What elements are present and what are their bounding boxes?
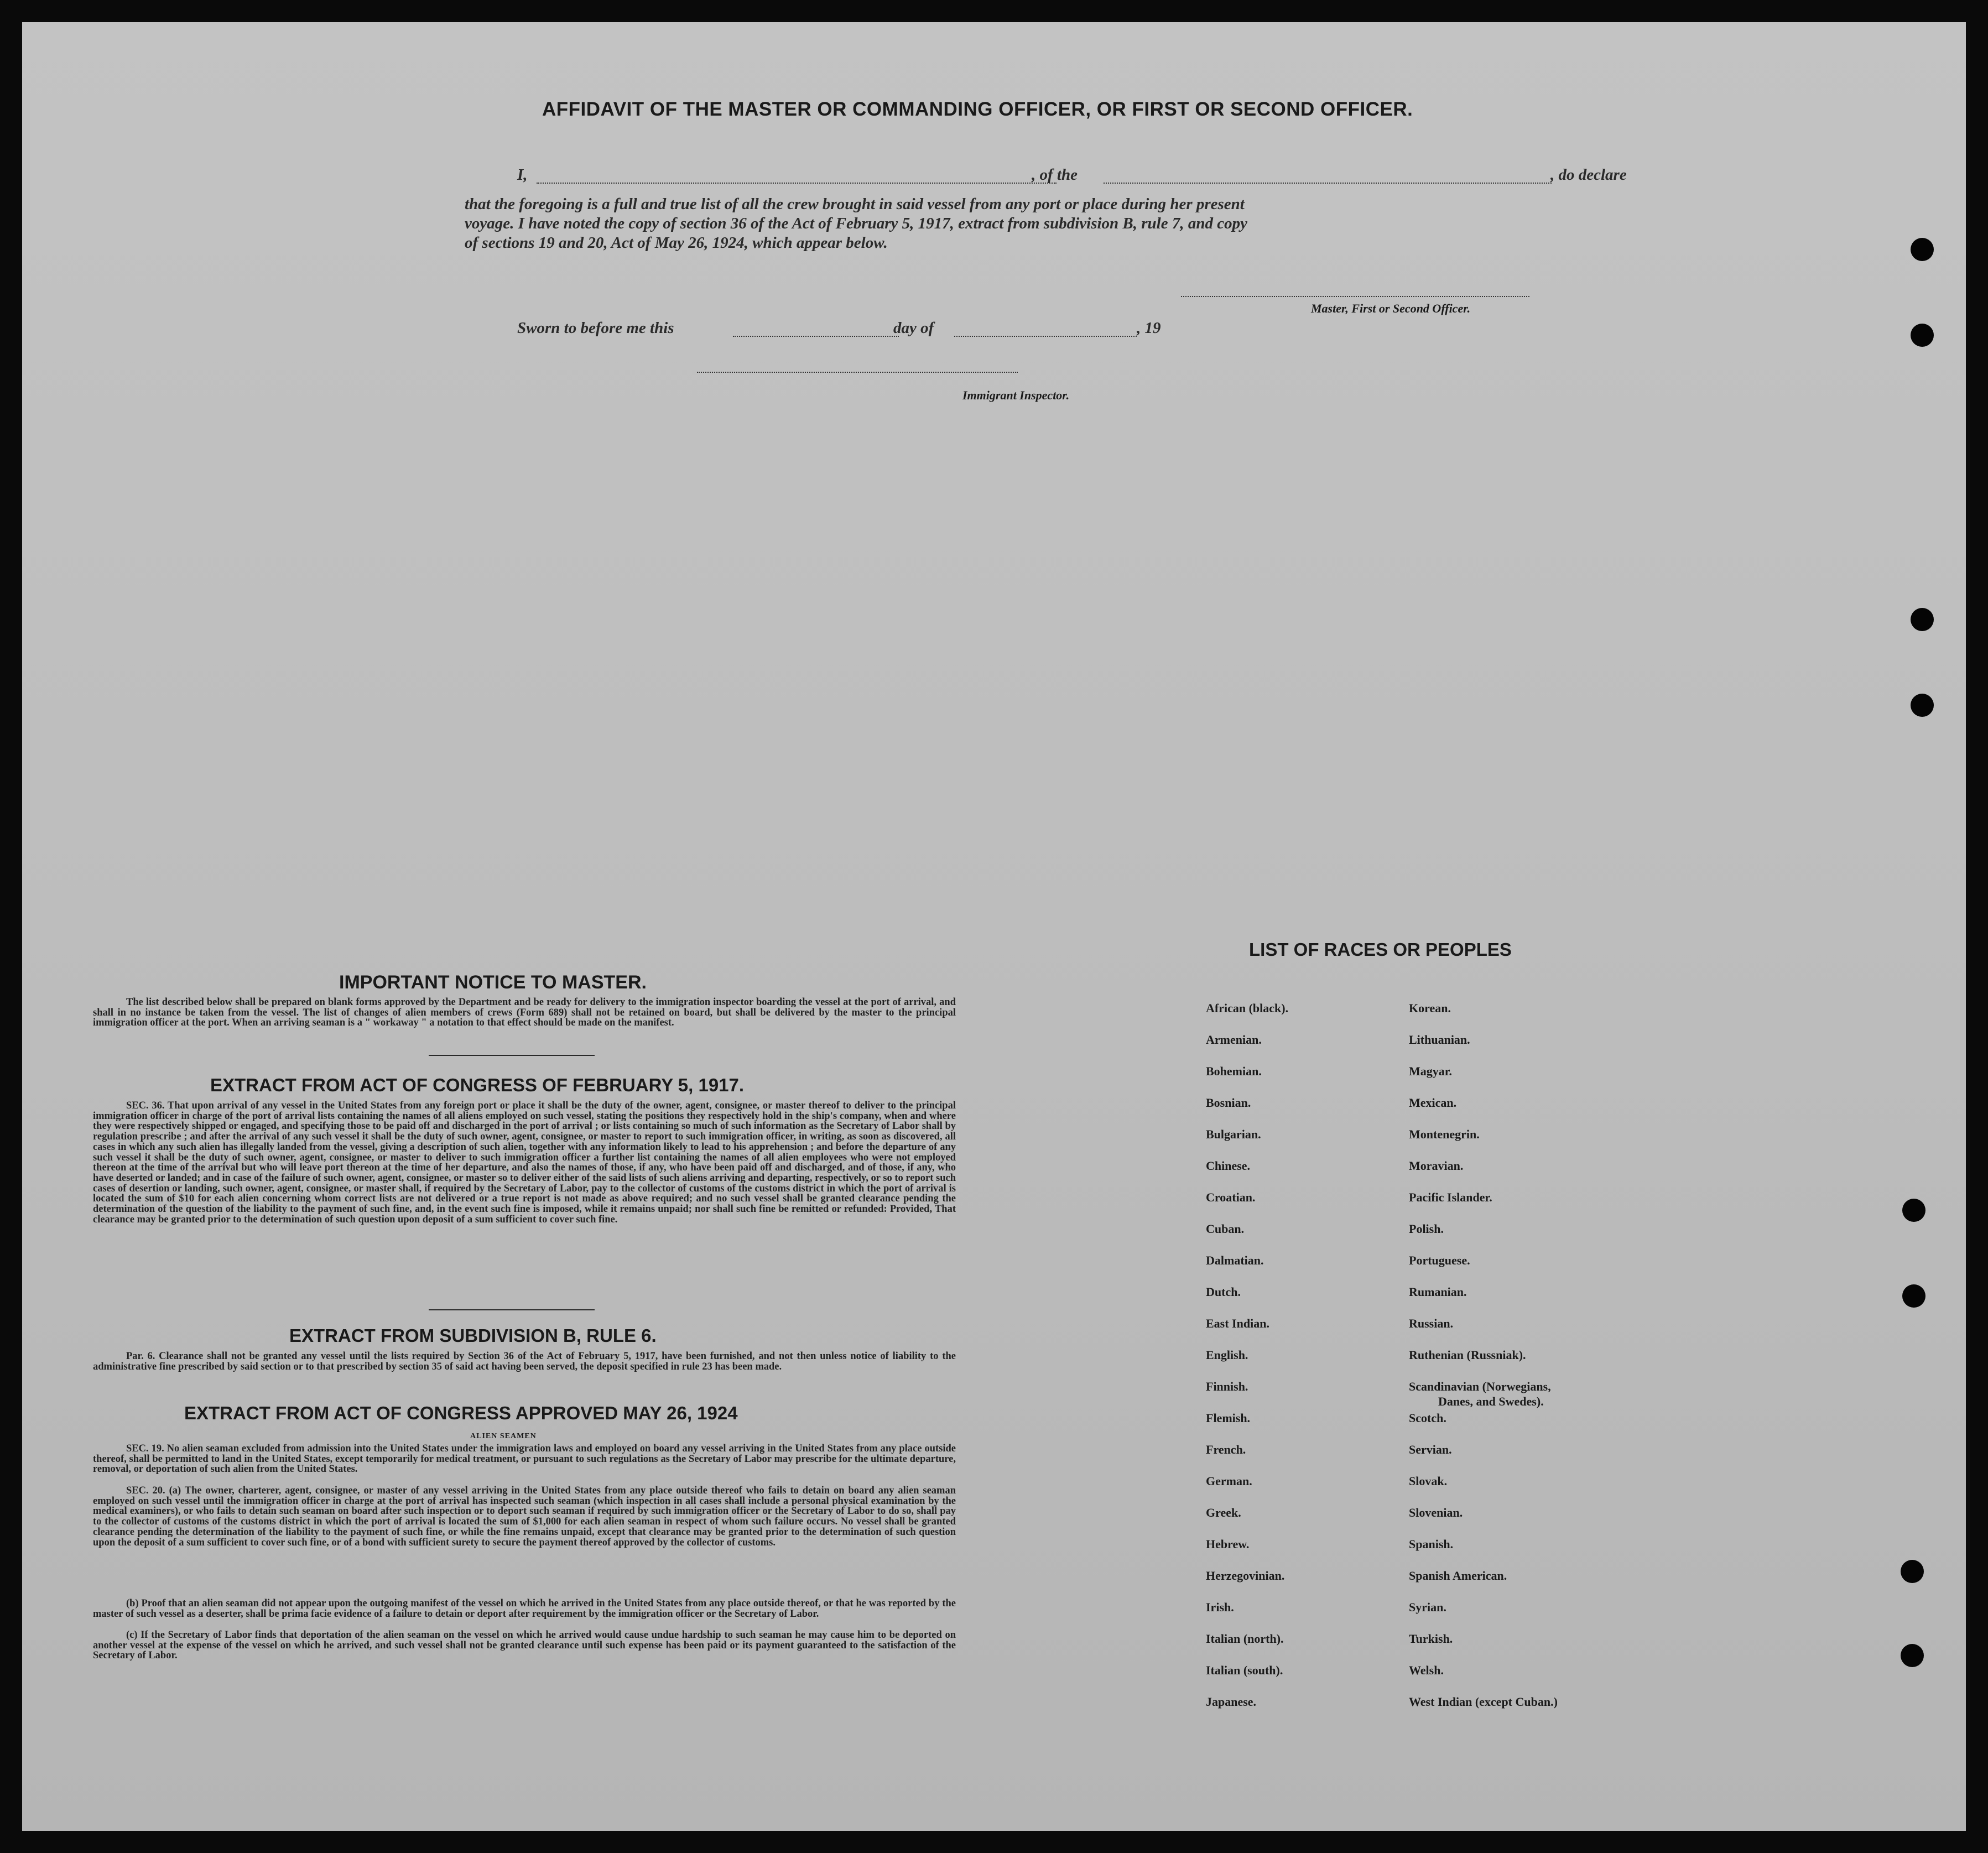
race-left: African (black).	[1206, 1001, 1289, 1015]
section-divider	[429, 1055, 595, 1056]
race-left: Italian (south).	[1206, 1663, 1283, 1677]
race-left: Finnish.	[1206, 1380, 1248, 1393]
rule-6-body: Par. 6. Clearance shall not be granted any vessel until the lists required by Section 36 of the Act of February 5, 1917, have been furnished, and not then unless notice of liability to the administrative fine prescribed by said section or to that prescribed by section 35 of said act having been served, the deposit specified in rule 23 has been made.	[93, 1351, 956, 1372]
act-1917-title: EXTRACT FROM ACT OF CONGRESS OF FEBRUARY 5, 1917.	[210, 1075, 745, 1095]
punch-hole	[1911, 694, 1934, 717]
act-1917-body: SEC. 36. That upon arrival of any vessel in the United States from any foreign port or place it shall be the duty of the owner, agent, consignee, or master thereof to deliver to the principal immigration officer in charge of the port of arrival lists containing the names of all aliens employed on such vessel, stating the positions they respectively hold in the ship's company, when and where they were respectively shipped or engaged, and specifying those to be paid off and discharged in the port of arrival ; or lists containing so much of such information as the Secretary of Labor shall by regulation prescribe ; and after the arrival of any such vessel it shall be the duty of such owner, agent, consignee, or master to report to such immigration officer, in writing, as soon as discovered, all cases in which any such alien has illegally landed from the vessel, giving a description of such alien, together with any information likely to lead to his apprehension ; and before the departure of any such vessel it shall be the duty of such owner, agent, consignee, or master to deliver to such immigration officer a further list containing the names of all alien employees who were not employed thereon at the time of the arrival but who will leave port thereon at the time of her departure, and also the names of those, if any, who have been paid off and discharged, and of those, if any, who have deserted or landed; and in case of the failure of such owner, agent, consignee, or master so to deliver either of the said lists of such aliens arriving and departing, respectively, or so to report such cases of desertion or landing, such owner, agent, consignee, or master shall, if required by the Secretary of Labor, pay to the collector of customs of the customs district in which the port of arrival is located the sum of $10 for each alien concerning whom correct lists are not delivered or a true report is not made as above required; and no such vessel shall be granted clearance pending the determination of the question of the liability to the payment of such fine, and, in the event such fine is imposed, while it remains unpaid; nor shall such fine be remitted or refunded: Provided, That clearance may be granted prior to the determination of such question upon deposit of a sum sufficient to cover such fine.	[93, 1100, 956, 1225]
race-left: Japanese.	[1206, 1695, 1257, 1709]
rule-6-title: EXTRACT FROM SUBDIVISION B, RULE 6.	[289, 1325, 657, 1346]
punch-hole	[1902, 1199, 1925, 1222]
inspector-signature-caption: Immigrant Inspector.	[962, 388, 1070, 402]
race-right: Welsh.	[1409, 1663, 1444, 1677]
punch-hole	[1902, 1284, 1925, 1308]
race-right: Servian.	[1409, 1443, 1452, 1456]
affidavit-declaration-line-1: that the foregoing is a full and true list of all the crew brought in said vessel from any port or place during her present	[465, 195, 1245, 213]
section-divider	[429, 1309, 595, 1310]
name-blank[interactable]	[537, 183, 1057, 184]
race-right: Pacific Islander.	[1409, 1190, 1492, 1204]
notice-title: IMPORTANT NOTICE TO MASTER.	[339, 972, 647, 993]
act-1924-title: EXTRACT FROM ACT OF CONGRESS APPROVED MAY 26, 1924	[184, 1403, 738, 1423]
race-right: Korean.	[1409, 1001, 1451, 1015]
race-left: Cuban.	[1206, 1222, 1245, 1236]
race-left: French.	[1206, 1443, 1246, 1456]
race-left: Dutch.	[1206, 1285, 1241, 1299]
officer-signature-line[interactable]	[1181, 296, 1529, 297]
race-left: Irish.	[1206, 1600, 1234, 1614]
race-right: Magyar.	[1409, 1064, 1453, 1078]
race-left: German.	[1206, 1474, 1252, 1488]
affidavit-declaration-line-3: of sections 19 and 20, Act of May 26, 1924, which appear below.	[465, 234, 888, 252]
race-left: East Indian.	[1206, 1316, 1269, 1330]
year-label: , 19	[1137, 319, 1161, 337]
race-left: Bosnian.	[1206, 1096, 1251, 1110]
race-right: West Indian (except Cuban.)	[1409, 1695, 1558, 1709]
race-left: Greek.	[1206, 1506, 1241, 1519]
race-right: Scotch.	[1409, 1411, 1446, 1425]
affidavit-declaration-line-2: voyage. I have noted the copy of section 36 of the Act of February 5, 1917, extract from subdivision B, rule 7, and copy	[465, 215, 1247, 232]
act-1924-sec20c: (c) If the Secretary of Labor finds that deportation of the alien seaman on the vessel on which he arrived would cause undue hardship to such seaman he may cause him to be deported on another vessel at the expense of the vessel on which he arrived, and such vessel shall not be granted clearance until such expense has been paid or its payment guaranteed to the satisfaction of the Secretary of Labor.	[93, 1630, 956, 1662]
affidavit-do-declare: , do declare	[1550, 166, 1627, 184]
act-1924-subtitle: ALIEN SEAMEN	[470, 1432, 537, 1440]
punch-hole	[1901, 1644, 1924, 1667]
punch-hole	[1911, 324, 1934, 347]
race-right: Montenegrin.	[1409, 1127, 1480, 1141]
race-left: Italian (north).	[1206, 1632, 1284, 1646]
sworn-day-blank[interactable]	[733, 336, 899, 337]
affidavit-of-the-label: , of the	[1032, 166, 1078, 184]
sworn-label: Sworn to before me this	[517, 319, 674, 337]
act-1924-sec20a: SEC. 20. (a) The owner, charterer, agent, consignee, or master of any vessel arriving in the United States from any place outside thereof who fails to detain on board any alien seaman employed on such vessel until the immigration officer in charge at the port of arrival has inspected such seaman (which inspection in all cases shall include a personal physical examination by the medical examiners), or who fails to detain such seaman on board after such inspection or to deport such seaman if required by such immigration officer or the Secretary of Labor to do so, shall pay to the collector of customs of the customs district in which the port of arrival is located the sum of $1,000 for each alien seaman in respect of whom such failure occurs. No vessel shall be granted clearance pending the determination of the liability to the payment of such fine, or while the fine remains unpaid, except that clearance may be granted prior to the determination of such question upon the deposit of a sum sufficient to cover such fine, or of a bond with sufficient surety to secure the payment thereof approved by the collector of customs.	[93, 1485, 956, 1548]
affidavit-i-label: I,	[517, 166, 528, 184]
race-right: Lithuanian.	[1409, 1033, 1470, 1047]
race-right: Portuguese.	[1409, 1253, 1470, 1267]
race-right: Ruthenian (Russniak).	[1409, 1348, 1526, 1362]
race-left: Armenian.	[1206, 1033, 1262, 1047]
race-left: Bohemian.	[1206, 1064, 1262, 1078]
sworn-month-blank[interactable]	[954, 336, 1137, 337]
race-right: Scandinavian (Norwegians,	[1409, 1380, 1551, 1393]
punch-hole	[1901, 1560, 1924, 1583]
document-page	[22, 22, 1966, 1831]
race-left: Chinese.	[1206, 1159, 1251, 1173]
punch-hole	[1911, 238, 1934, 261]
race-right: Moravian.	[1409, 1159, 1464, 1173]
race-right: Turkish.	[1409, 1632, 1453, 1646]
race-right: Danes, and Swedes).	[1438, 1394, 1544, 1408]
act-1924-sec20b: (b) Proof that an alien seaman did not appear upon the outgoing manifest of the vessel on which he arrived in the United States from any place outside thereof, or that he was reported by the master of such vessel as a deserter, shall be prima facie evidence of a failure to detain or deport after requirement by the immigration officer or the Secretary of Labor.	[93, 1598, 956, 1620]
race-left: Flemish.	[1206, 1411, 1251, 1425]
race-left: Croatian.	[1206, 1190, 1256, 1204]
inspector-signature-line[interactable]	[697, 372, 1018, 373]
act-1924-sec19: SEC. 19. No alien seaman excluded from admission into the United States under the immigration laws and employed on board any vessel arriving in the United States from any place outside thereof, shall be permitted to land in the United States, except temporarily for medical treatment, or pursuant to such regulations as the Secretary of Labor may prescribe for the ultimate departure, removal, or deportation of such alien from the United States.	[93, 1443, 956, 1475]
race-right: Syrian.	[1409, 1600, 1446, 1614]
race-left: Bulgarian.	[1206, 1127, 1261, 1141]
affidavit-title: AFFIDAVIT OF THE MASTER OR COMMANDING OFFICER, OR FIRST OR SECOND OFFICER.	[542, 98, 1413, 120]
race-right: Spanish American.	[1409, 1569, 1507, 1583]
race-left: Dalmatian.	[1206, 1253, 1264, 1267]
race-right: Mexican.	[1409, 1096, 1457, 1110]
race-right: Slovenian.	[1409, 1506, 1463, 1519]
race-right: Slovak.	[1409, 1474, 1448, 1488]
races-title: LIST OF RACES OR PEOPLES	[1249, 939, 1512, 960]
race-left: Hebrew.	[1206, 1537, 1250, 1551]
race-left: Herzegovinian.	[1206, 1569, 1285, 1583]
race-right: Polish.	[1409, 1222, 1444, 1236]
race-right: Rumanian.	[1409, 1285, 1467, 1299]
officer-signature-caption: Master, First or Second Officer.	[1311, 301, 1471, 315]
punch-hole	[1911, 608, 1934, 631]
vessel-blank[interactable]	[1104, 183, 1552, 184]
race-right: Russian.	[1409, 1316, 1454, 1330]
race-right: Spanish.	[1409, 1537, 1454, 1551]
notice-body: The list described below shall be prepared on blank forms approved by the Department and be ready for delivery to the immigration inspector boarding the vessel at the port of arrival, and shall in no instance be taken from the vessel. The list of changes of alien members of crews (Form 689) shall not be retained on board, but shall be delivered by the master to the principal immigration officer at the port. When an arriving seaman is a " workaway " a notation to that effect should be made on the manifest.	[93, 997, 956, 1029]
race-left: English.	[1206, 1348, 1248, 1362]
day-of-label: day of	[893, 319, 934, 337]
